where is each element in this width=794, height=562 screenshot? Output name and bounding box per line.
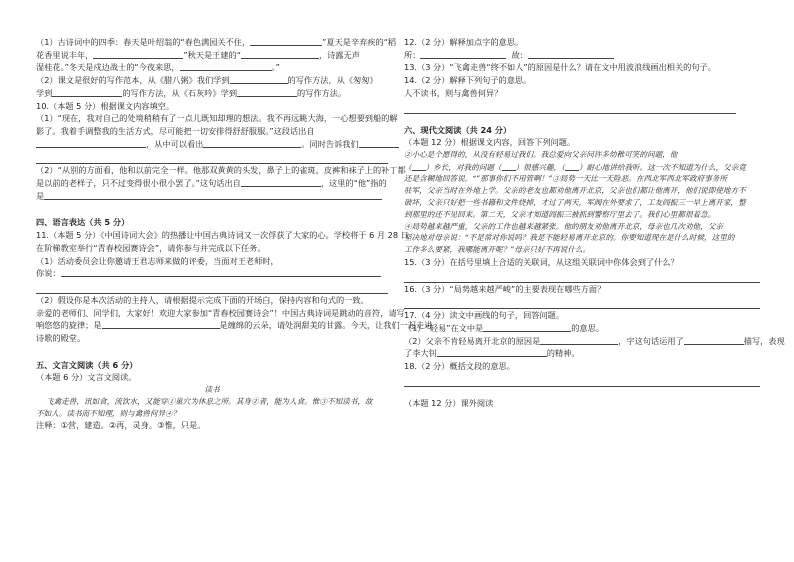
- text: 。”: [271, 62, 280, 73]
- text: 你说：: [36, 268, 61, 279]
- text: ”秋天是王建的“: [183, 49, 241, 60]
- text: ，这里的“他”指的: [320, 178, 387, 189]
- text: （2）课文是很好的写作范本，从《腊八粥》我们学到: [36, 75, 230, 86]
- text: 的写作方法，从《石灰吟》学到: [122, 87, 238, 98]
- text: 的写作方法。: [297, 87, 347, 98]
- answer-blank[interactable]: [241, 49, 319, 59]
- text: 学到: [36, 87, 53, 98]
- passage-line-5: 破坏，父亲只好把一些书籍和文件烧掉，才过了两天，军阀在外要求了，工友阎振三一早上离开家，整: [404, 197, 746, 207]
- text: ，字这句话运用了: [618, 335, 684, 346]
- text: 故：: [511, 49, 528, 60]
- section-4-title: 四、语言表达（共 5 分）: [36, 217, 130, 228]
- q11-1-line-2: [36, 267, 388, 280]
- q11-1-line-1: （1）活动委员会让你邀请王君志师来做的评委，当面对王老师时，: [36, 255, 279, 266]
- text: 的写作方法，从《匆匆》: [287, 75, 378, 86]
- answer-line[interactable]: [404, 269, 760, 283]
- q17-2-line-2: [404, 347, 760, 360]
- q11-line-1: 11.（本题 5 分）《中国诗词大会》的热播让中国古典诗词又一次俘获了大家的心。学校将于 6 月 28 日: [36, 230, 409, 241]
- text: 的意思。: [571, 322, 604, 333]
- passage-line-9: 工作多么要紧，我哪能离开呢？”母亲只好不再说什么。: [404, 245, 591, 255]
- passage-line-6: 到那里的还不见回来。第二天，父亲才知道阎振三被抓到警察厅里去了。我们心里都很着急。: [404, 209, 716, 219]
- section-5-subtitle: （本题 6 分）文言文阅读。: [36, 372, 137, 383]
- answer-blank[interactable]: [250, 36, 322, 46]
- q9-line-5: [36, 87, 388, 100]
- answer-blank[interactable]: [180, 61, 272, 71]
- text: ，诗露无声: [318, 49, 360, 60]
- q12: 12.（2 分）解释加点字的意思。: [404, 37, 524, 47]
- answer-blank[interactable]: [36, 138, 146, 148]
- text: 湿桂花。”冬天是戍边战士的“今夜来思，: [36, 62, 180, 73]
- q14: 14.（2 分）解释下列句子的意思。: [404, 75, 532, 86]
- q10-1-line-2: 影了。我着手调整我的生活方式，尽可能把一切安排得舒舒服服。”这段话出自: [36, 125, 315, 136]
- answer-line[interactable]: [36, 150, 388, 164]
- q18: 18.（2 分）概括文段的意思。: [404, 361, 515, 372]
- answer-blank[interactable]: [684, 335, 744, 345]
- text: 是以前的老样子，只不过变得很小很小罢了。”这句话出自: [36, 178, 241, 189]
- answer-blank[interactable]: [93, 49, 183, 59]
- answer-line[interactable]: [36, 280, 388, 294]
- q11-2-line-1: （2）假设你是本次活动的主持人，请根据提示完成下面的开场白，保持内容和句式的一致。: [36, 294, 369, 305]
- text: 了李大钊: [404, 348, 437, 359]
- q17-2-line-1: [404, 335, 785, 348]
- q9-line-2: [36, 49, 388, 62]
- answer-blank[interactable]: [540, 335, 618, 345]
- text: 。同时告诉我们: [301, 138, 359, 149]
- text: （: [404, 162, 412, 172]
- text: ）很感兴趣，（: [515, 162, 565, 172]
- section-6-subtitle: （本题 12 分）根据课文内容，回答下列问题。: [404, 137, 576, 148]
- text: 所：: [404, 49, 421, 60]
- q17-1: [404, 322, 760, 335]
- answer-blank[interactable]: [102, 319, 220, 329]
- q12-answers: [404, 49, 760, 62]
- text: 花香里说丰年，: [36, 49, 94, 60]
- passage-title: 读书: [204, 385, 220, 395]
- q16: 16.（3 分）“局势越来越严峻”的主要表现在哪些方面？: [404, 283, 606, 294]
- answer-blank[interactable]: [237, 87, 297, 97]
- q9-line-1: [36, 36, 397, 49]
- text: （1）“轻易”在文中是: [404, 322, 484, 333]
- passage-line-1: ②小心是个愿得的，从没有轻易过我们。我总爱向父亲问许多幼稚可笑的问题，他: [404, 149, 678, 159]
- q15: 15.（3 分）在括号里填上合适的关联词，从这组关联词中你体会到了什么？: [404, 256, 679, 267]
- answer-line[interactable]: [404, 100, 736, 114]
- answer-line[interactable]: [404, 295, 760, 309]
- q14-sentence: 人不读书，则与禽兽何异？: [404, 87, 503, 98]
- text: ，从中可以看出: [146, 138, 204, 149]
- text: 是: [36, 190, 45, 201]
- answer-blank[interactable]: [502, 161, 516, 171]
- passage-line-4: 驻军，父亲当时在外地上学。父亲的老友也都劝他离开北京，父亲也们都让他离开，他们说即使地方不: [404, 186, 746, 196]
- notes: 注释：①营，建造。②再，灵身。③惟，只是。: [36, 420, 206, 431]
- q10-2-line-1: （2）“从别的方面看，他和以前完全一样。他那双黄黄的头发，鼻子上的雀斑，皮裤和袜子上的补丁都: [36, 165, 406, 176]
- q11-2-line-3: [36, 319, 433, 332]
- answer-blank[interactable]: [483, 322, 571, 332]
- q10-2-line-2: [36, 177, 388, 190]
- q10-1-line-3: [36, 138, 388, 151]
- answer-blank[interactable]: [230, 74, 288, 84]
- text: 的精神。: [546, 348, 580, 359]
- q9-line-3: [36, 61, 388, 74]
- q10-heading: 10.（本题 5 分）根据课文内容填空。: [36, 100, 175, 111]
- answer-blank[interactable]: [203, 138, 301, 148]
- answer-blank[interactable]: [44, 190, 382, 200]
- text: ）乡长，对我的问题（: [425, 162, 502, 172]
- q10-2-line-3: [36, 190, 388, 203]
- extra-reading-heading: （本题 12 分）课外阅读: [404, 397, 494, 408]
- answer-line[interactable]: [404, 373, 760, 387]
- q10-1-line-1: （1）“现在，我对自己的处境稍稍有了一点儿既知却理的想法。我不再远眺大海，一心想要到船的解: [36, 113, 398, 124]
- text: 响悠悠的旋律；是: [36, 320, 102, 331]
- q11-2-line-2: 亲爱的老师们、同学们，大家好！欢迎大家参加“青春校园赛诗会”！中国古典诗词是跳动的音符，请写: [36, 307, 405, 318]
- text: ”夏天是辛弃疾的“稻: [322, 37, 397, 47]
- q13: 13.（3 分）“飞禽走兽“终不如人”的原因是什么？请在文中用波浪线画出相关的句子。: [404, 62, 716, 73]
- answer-blank[interactable]: [412, 161, 426, 171]
- text: 描写，表现: [743, 335, 785, 346]
- right-column: [404, 36, 785, 409]
- q11-line-2: 在阶梯教室举行“青春校园赛诗会”，请你参与并完成以下任务。: [36, 242, 266, 253]
- passage-line-2: [404, 161, 760, 174]
- section-6-title: 六、现代文阅读（共 24 分）: [404, 124, 512, 135]
- passage-line-2: 不如人。读书而不知理，则与禽兽何异④？: [36, 408, 181, 418]
- q11-2-line-4: 诗歌的殿堂。: [36, 333, 86, 344]
- passage-line-3: 还是含糊地回答说。“”那事你们不用管啊！”③局势一天比一天险恶。在西北军西北军政府事务所: [404, 174, 727, 184]
- section-5-title: 五、文言文阅读（共 6 分）: [36, 359, 138, 370]
- text: ）耐心地讲给我听。这一次不知道为什么，父亲竟: [578, 162, 746, 172]
- answer-blank[interactable]: [437, 347, 547, 357]
- answer-blank[interactable]: [241, 177, 321, 187]
- text: （1）古诗词中的四季：春天是叶绍翁的“春色满园关不住，: [36, 37, 251, 47]
- answer-blank[interactable]: [565, 161, 579, 171]
- passage-line-7: ④局势越来越严重，父亲的工作也越来越紧张。他的朋友劝他离开北京，母亲也几次劝他，父亲: [404, 221, 723, 231]
- text: （2）父亲不肯轻易离开北京的原因是: [404, 335, 541, 346]
- answer-blank[interactable]: [528, 49, 614, 59]
- passage-line-8: 坚决地对母亲说：“不是常对你说吗？我是不能轻易离开北京的。你要知道现在是什么时候，这里的: [404, 233, 735, 243]
- text: 是缠绵的云朵，请处润甜美的甘露。今天，让我们一起走进: [219, 320, 433, 331]
- answer-blank[interactable]: [420, 49, 506, 59]
- q9-line-4: [36, 74, 388, 87]
- answer-blank[interactable]: [52, 87, 122, 97]
- answer-blank[interactable]: [61, 267, 381, 277]
- passage-line-1: 飞禽走兽，讯如食，流饮水，又能穿①巢穴为休息之所。其身②者，能为人食。惟③不知读书，故: [46, 396, 373, 406]
- q17: 17.（4 分）读文中画线的句子，回答问题。: [404, 310, 565, 321]
- answer-blank[interactable]: [359, 138, 399, 148]
